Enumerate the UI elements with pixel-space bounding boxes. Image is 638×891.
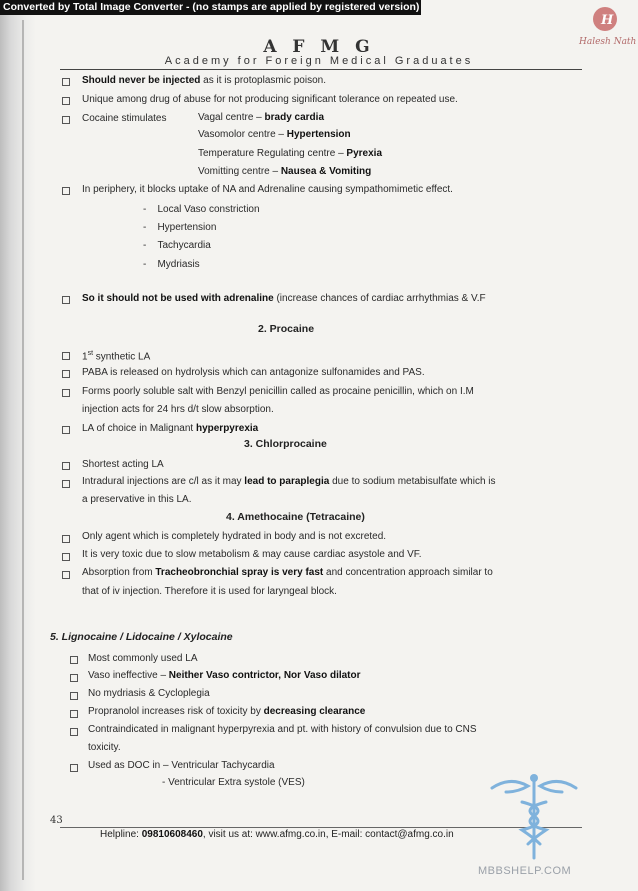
bullet-icon (62, 553, 70, 561)
scan-line (22, 20, 24, 880)
effect-item: - Local Vaso constriction (143, 204, 260, 215)
chlorprocaine-point-1: Shortest acting LA (82, 459, 164, 470)
bullet-icon (62, 352, 70, 360)
bullet-icon (62, 97, 70, 105)
scan-edge (0, 0, 36, 891)
lignocaine-point-4: Propranolol increases risk of toxicity by decreasing clearance (88, 706, 366, 717)
section-heading-lignocaine: 5. Lignocaine / Lidocaine / Xylocaine (50, 631, 233, 643)
header-divider (60, 69, 582, 70)
effect-item: - Hypertension (143, 222, 217, 233)
procaine-point-3-cont: injection acts for 24 hrs d/t slow absorption. (82, 404, 274, 415)
stim-item: Temperature Regulating centre – Pyrexia (198, 148, 383, 159)
amethocaine-point-3-cont: that of iv injection. Therefore it is used for laryngeal block. (82, 586, 337, 597)
effect-item: - Tachycardia (143, 240, 211, 251)
stim-item: Vomitting centre – Nausea & Vomiting (198, 166, 372, 177)
stim-item: Vasomolor centre – Hypertension (198, 129, 351, 140)
cocaine-point-5: So it should not be used with adrenaline (increase chances of cardiac arrhythmias & V.F (82, 293, 486, 304)
bullet-icon (62, 462, 70, 470)
lignocaine-point-6-cont: - Ventricular Extra systole (VES) (162, 777, 305, 788)
cocaine-point-1: Should never be injected as it is protoplasmic poison. (82, 75, 326, 86)
page-number: 43 (50, 815, 63, 826)
afmg-logo-icon (592, 6, 618, 32)
cocaine-point-4: In periphery, it blocks uptake of NA and Adrenaline causing sympathomimetic effect. (82, 184, 453, 195)
amethocaine-point-2: It is very toxic due to slow metabolism & may cause cardiac asystole and VF. (82, 549, 422, 560)
bullet-icon (70, 710, 78, 718)
bullet-icon (62, 116, 70, 124)
amethocaine-point-1: Only agent which is completely hydrated in body and is not excreted. (82, 531, 387, 542)
bullet-icon (62, 535, 70, 543)
converter-banner: Converted by Total Image Converter - (no stamps are applied by registered version) (0, 0, 421, 15)
bullet-icon (62, 296, 70, 304)
signature: Halesh Nath (579, 37, 637, 47)
procaine-point-3: Forms poorly soluble salt with Benzyl penicillin called as procaine penicillin, which on I.M (82, 386, 474, 397)
procaine-point-1: 1st synthetic LA (82, 350, 151, 363)
brand-title: A F M G (263, 37, 375, 57)
section-heading-amethocaine: 4. Amethocaine (Tetracaine) (226, 511, 365, 523)
chlorprocaine-point-2-cont: a preservative in this LA. (82, 494, 192, 505)
chlorprocaine-point-2: Intradural injections are c/l as it may lead to paraplegia due to sodium metabisulfate which is (82, 476, 496, 487)
bullet-icon (62, 389, 70, 397)
lignocaine-point-2: Vaso ineffective – Neither Vaso contrictor, Nor Vaso dilator (88, 670, 361, 681)
effect-item: - Mydriasis (143, 259, 200, 270)
lignocaine-point-3: No mydriasis & Cycloplegia (88, 688, 210, 699)
caduceus-icon (488, 770, 580, 862)
bullet-icon (62, 78, 70, 86)
footer-contact: Helpline: 09810608460, visit us at: www.afmg.co.in, E-mail: contact@afmg.co.in (100, 829, 454, 840)
bullet-icon (62, 370, 70, 378)
bullet-icon (70, 764, 78, 772)
svg-text:H: H (601, 13, 614, 28)
bullet-icon (70, 656, 78, 664)
section-heading-chlorprocaine: 3. Chlorprocaine (244, 438, 327, 450)
lignocaine-point-5-cont: toxicity. (88, 742, 121, 753)
bullet-icon (62, 426, 70, 434)
cocaine-stimulates-label: Cocaine stimulates (82, 113, 167, 124)
cocaine-point-2: Unique among drug of abuse for not producing significant tolerance on repeated use. (82, 94, 458, 105)
watermark-text: MBBSHELP.COM (478, 865, 572, 877)
stim-item: Vagal centre – brady cardia (198, 112, 325, 123)
bullet-icon (70, 692, 78, 700)
bullet-icon (70, 728, 78, 736)
procaine-point-4: LA of choice in Malignant hyperpyrexia (82, 423, 259, 434)
lignocaine-point-1: Most commonly used LA (88, 653, 198, 664)
bullet-icon (62, 571, 70, 579)
bullet-icon (70, 674, 78, 682)
lignocaine-point-6: Used as DOC in – Ventricular Tachycardia (88, 760, 275, 771)
section-heading-procaine: 2. Procaine (258, 323, 315, 335)
lignocaine-point-5: Contraindicated in malignant hyperpyrexia and pt. with history of convulsion due to CNS (88, 724, 477, 735)
bullet-icon (62, 187, 70, 195)
amethocaine-point-3: Absorption from Tracheobronchial spray is very fast and concentration approach similar to (82, 567, 493, 578)
bullet-icon (62, 480, 70, 488)
procaine-point-2: PABA is released on hydrolysis which can antagonize sulfonamides and PAS. (82, 367, 425, 378)
brand-subtitle: Academy for Foreign Medical Graduates (164, 55, 474, 67)
